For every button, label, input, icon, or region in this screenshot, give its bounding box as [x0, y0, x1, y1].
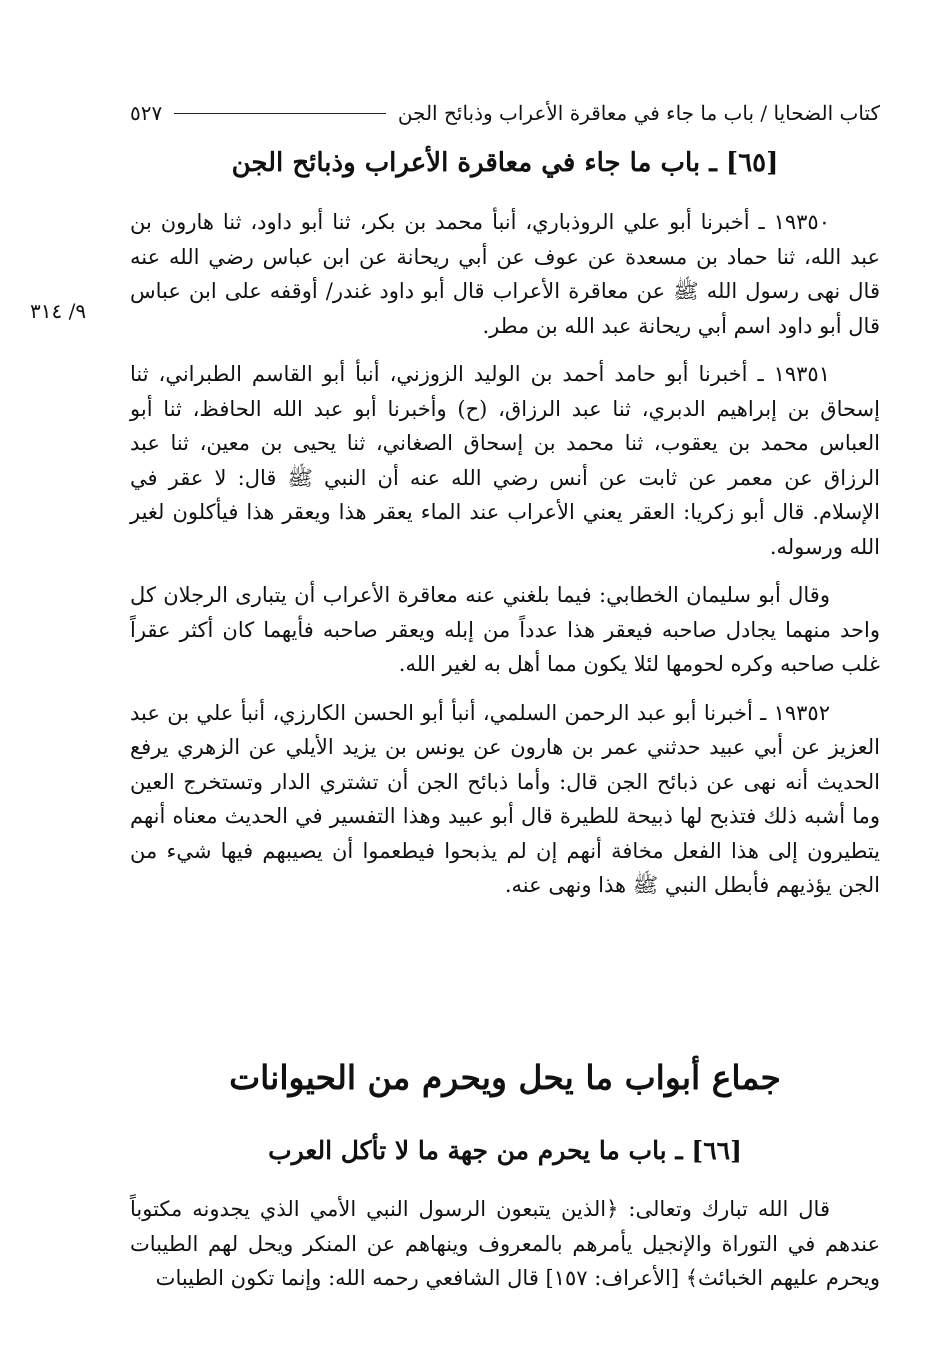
hadith-19352: ١٩٣٥٢ ـ أخبرنا أبو عبد الرحمن السلمي، أنبأ أبو الحسن الكارزي، أنبأ علي بن عبد العزيز عن أبي عبيد حدثني عمر بن هارون عن يونس بن يزيد الأيلي عن الزهري يرفع الحديث أنه نهى عن ذبائح الجن قال: وأما ذبائح الجن أن تشتري الدار وتستخرج العين وما أشبه ذلك فتذبح لها ذبيحة للطيرة قال أبو عبيد وهذا التفسير في الحديث معناه أنهم يتطيرون إلى هذا الفعل مخافة أنهم إن لم يذبحوا فيطعموا أن يصيبهم فيها شيء من الجن يؤذيهم فأبطل النبي ﷺ هذا ونهى عنه. [130, 700, 880, 897]
running-header [130, 98, 880, 128]
page-number: ٥٢٧ [130, 101, 163, 125]
hadith-19350: ١٩٣٥٠ ـ أخبرنا أبو علي الروذباري، أنبأ محمد بن بكر، ثنا أبو داود، ثنا هارون بن عبد الله، ثنا حماد بن مسعدة عن عوف عن أبي ريحانة عن ابن عباس رضي الله عنه قال نهى رسول الله ﷺ عن معاقرة الأعراب قال أبو داود غندر/ أوقفه على ابن عباس قال أبو داود اسم أبي ريحانة عبد الله بن مطر. [130, 210, 880, 338]
section-66-body [130, 1192, 880, 1296]
quran-quote-paragraph: قال الله تبارك وتعالى: ﴿الذين يتبعون الرسول النبي الأمي الذي يجدونه مكتوباً عندهم في التوراة والإنجيل يأمرهم بالمعروف وينهاهم عن المنكر ويحل لهم الطيبات ويحرم عليهم الخبائث﴾ [الأعراف: ١٥٧] قال الشافعي رحمه الله: وإنما تكون الطيبات [130, 1197, 880, 1290]
section-66-title: [٦٦] ـ باب ما يحرم من جهة ما لا تأكل العرب [268, 1136, 742, 1165]
khattabi-commentary: وقال أبو سليمان الخطابي: فيما بلغني عنه معاقرة الأعراب أن يتبارى الرجلان كل واحد منهما يجادل صاحبه فيعقر هذا عدداً من إبله ويعقر صاحبه فأيهما كان أكثر عقراً غلب صاحبه وكره لحومها لئلا يكون مما أهل به لغير الله. [130, 583, 880, 676]
hadith-19351: ١٩٣٥١ ـ أخبرنا أبو حامد أحمد بن الوليد الزوزني، أنبأ أبو القاسم الطبراني، ثنا إسحاق بن إبراهيم الدبري، ثنا عبد الرزاق، (ح) وأخبرنا أبو عبد الله الحافظ، ثنا أبو العباس محمد بن يعقوب، ثنا محمد بن إسحاق الصغاني، ثنا يحيى بن معين، ثنا عبد الرزاق عن معمر عن ثابت عن أنس رضي الله عنه أن النبي ﷺ قال: لا عقر في الإسلام. قال أبو زكريا: العقر يعني الأعراب عند الماء يعقر هذا ويعقر هذا فيأكلون لغير الله ورسوله. [130, 362, 880, 559]
margin-reference: ٩/ ٣١٤ [30, 299, 87, 323]
book-section-heading: جماع أبواب ما يحل ويحرم من الحيوانات [229, 1058, 781, 1097]
header-rule [174, 113, 386, 114]
running-title: كتاب الضحايا / باب ما جاء في معاقرة الأعراب وذبائح الجن [397, 101, 880, 125]
section-65-title: [٦٥] ـ باب ما جاء في معاقرة الأعراب وذبائح الجن [231, 148, 779, 178]
section-65-body [130, 205, 880, 903]
